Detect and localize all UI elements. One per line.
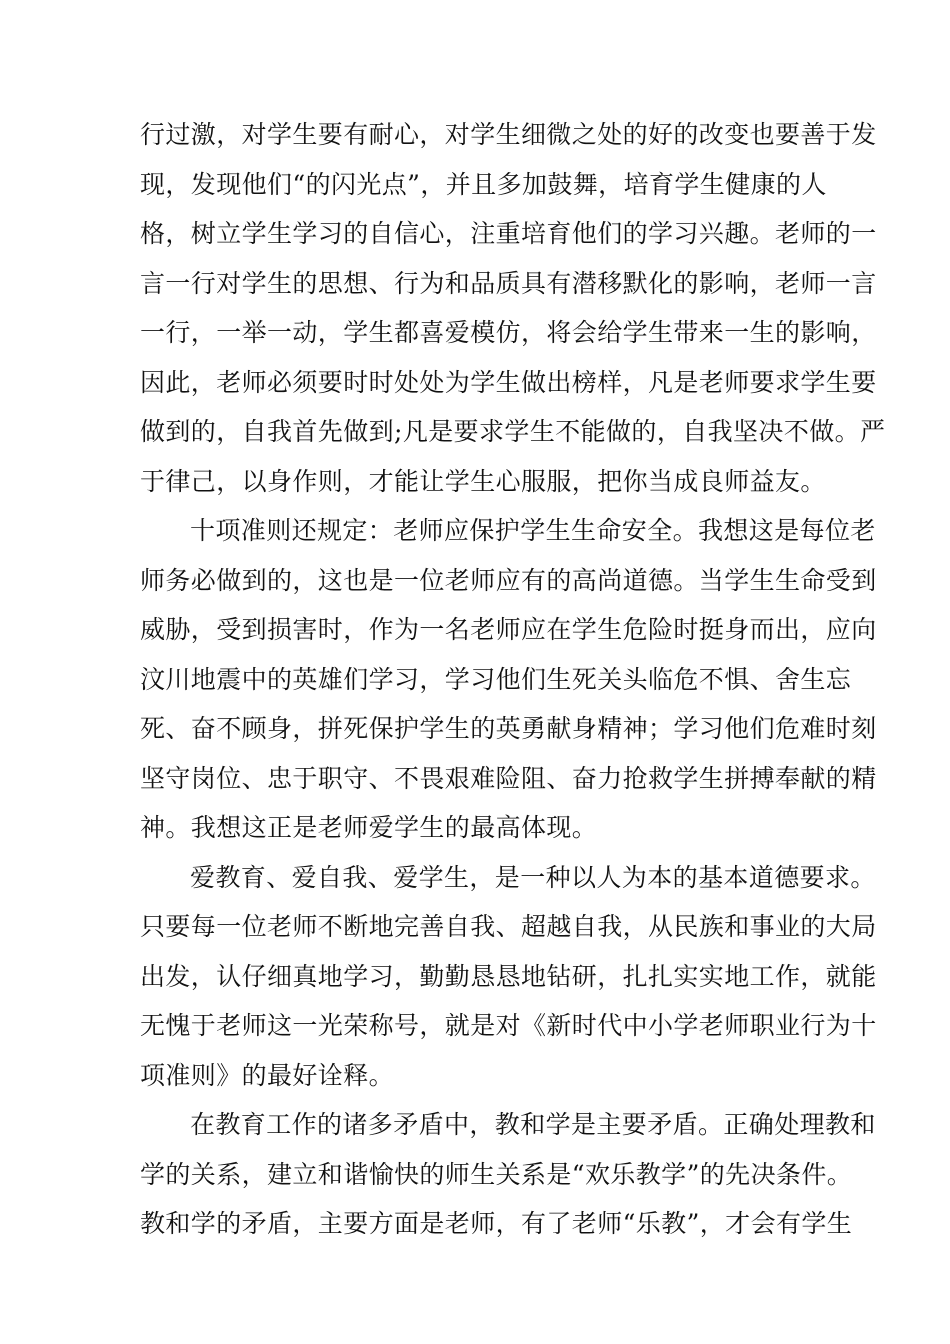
text-line: 只要每一位老师不断地完善自我、超越自我，从民族和事业的大局: [140, 912, 877, 941]
text-line: 现，发现他们“的闪光点”，并且多加鼓舞，培育学生健康的人: [140, 169, 827, 199]
text-line: 因此，老师必须要时时处处为学生做出榜样，凡是老师要求学生要: [140, 367, 877, 397]
text-line: 学的关系，建立和谐愉快的师生关系是“欢乐教学”的先决条件。: [140, 1159, 853, 1189]
text-line: 死、奋不顾身，拼死保护学生的英勇献身精神；学习他们危难时刻: [140, 714, 877, 743]
text-line: 项准则》的最好诠释。: [140, 1060, 395, 1090]
text-line: 坚守岗位、忠于职守、不畏艰难险阻、奋力抢救学生拼搏奉献的精: [140, 763, 877, 793]
text-line: 出发，认仔细真地学习，勤勤恳恳地钻研，扎扎实实地工作，就能: [140, 961, 877, 991]
text-line: 格，树立学生学习的自信心，注重培育他们的学习兴趣。老师的一: [140, 219, 877, 248]
text-line: 威胁，受到损害时，作为一名老师应在学生危险时挺身而出，应向: [140, 615, 877, 644]
text-line: 无愧于老师这一光荣称号，就是对《新时代中小学老师职业行为十: [140, 1011, 877, 1040]
text-line: 在教育工作的诸多矛盾中，教和学是主要矛盾。正确处理教和: [190, 1110, 876, 1139]
text-line: 做到的，自我首先做到;凡是要求学生不能做的，自我坚决不做。严: [140, 417, 886, 446]
text-line: 于律己，以身作则，才能让学生心服服，把你当成良师益友。: [140, 466, 826, 496]
text-line: 言一行对学生的思想、行为和品质具有潜移默化的影响，老师一言: [140, 268, 877, 298]
text-line: 一行，一举一动，学生都喜爱模仿，将会给学生带来一生的影响，: [140, 318, 877, 347]
text-line: 行过激，对学生要有耐心，对学生细微之处的好的改变也要善于发: [140, 120, 877, 149]
text-line: 十项准则还规定：老师应保护学生生命安全。我想这是每位老: [190, 516, 876, 545]
body-text: [140, 110, 886, 1249]
text-line: 汶川地震中的英雄们学习，学习他们生死关头临危不惧、舍生忘: [140, 664, 852, 694]
text-line: 爱教育、爱自我、爱学生，是一种以人为本的基本道德要求。: [190, 862, 876, 892]
text-line: 教和学的矛盾，主要方面是老师，有了老师“乐教”，才会有学生: [140, 1209, 853, 1238]
text-line: 师务必做到的，这也是一位老师应有的高尚道德。当学生生命受到: [140, 565, 877, 595]
text-line: 神。我想这正是老师爱学生的最高体现。: [140, 813, 598, 842]
